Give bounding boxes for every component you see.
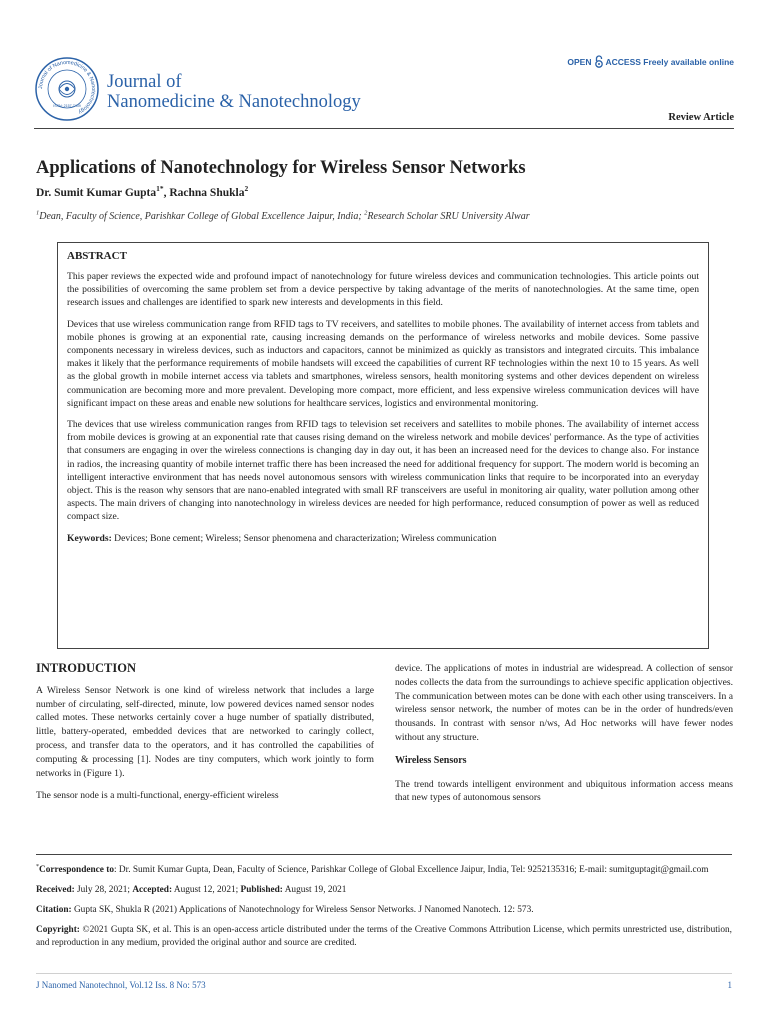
body-paragraph: A Wireless Sensor Network is one kind of wireless network that includes a large number of circulating, self-directed, minute, low powered devices named sensor nodes called motes. These networks certainly cover a huge number of spatially distributed, little, battery-operated, embedded devices that are networked to caringly collect, process, and transfer data to the operators, and it has controlled the capabilities of computing & processing [1]. Nodes are tiny computers, which work jointly to form networks in (Figure 1). bbox=[36, 684, 374, 779]
journal-name-line-1: Journal of bbox=[107, 72, 182, 92]
copyright-label: Copyright: bbox=[36, 925, 80, 935]
author-name: Dr. Sumit Kumar Gupta bbox=[36, 187, 157, 199]
citation-note bbox=[36, 904, 732, 917]
author-name: Rachna Shukla bbox=[169, 187, 245, 199]
journal-seal-logo bbox=[34, 56, 100, 122]
affiliation-text: Dean, Faculty of Science, Parishkar College of Global Excellence Jaipur, India; bbox=[39, 211, 365, 222]
section-heading-introduction: INTRODUCTION bbox=[36, 661, 137, 675]
svg-text:ISSN: 2157-7439: ISSN: 2157-7439 bbox=[53, 104, 81, 108]
open-access-badge bbox=[567, 55, 734, 68]
body-column-right bbox=[395, 662, 733, 814]
body-column-left bbox=[36, 662, 374, 812]
journal-reference: J Nanomed Nanotechnol, Vol.12 Iss. 8 No: 573 bbox=[36, 980, 206, 990]
abstract-paragraph: Devices that use wireless communication range from RFID tags to TV receivers, and satellites to mobile phones. The availability of internet access from tablets and mobile phones is growing at an exponential rate, causing increasing demands on the performance of wireless networks and mobile devices. Some passive components necessary in wireless devices, such as inductors and capacitors, cannot be minimized as quickly as transistors and integrated circuits. This imbalance makes it likely that the performance requirements of mobile handsets will exceed the capabilities of current RF technologies within the next 10 to 15 years. As well as the global growth in mobile internet access via tablets and smartphones, wireless sensors, health monitoring systems and other devices dependent on wireless communication are becoming more and more prevalent. Developing more compact, more efficient, and less expensive wireless communication devices will have significant impact on these areas and enable new solutions for healthcare services, logistics and environmental monitoring. bbox=[67, 318, 699, 409]
affiliation-superscript: 2 bbox=[364, 209, 368, 217]
citation-text: Gupta SK, Shukla R (2021) Applications of Nanotechnology for Wireless Sensor Networks. J Nanomed Nanotech. 12: 573. bbox=[71, 905, 534, 915]
correspondence-marker: * bbox=[36, 863, 40, 870]
open-access-rest-text: ACCESS Freely available online bbox=[605, 56, 734, 67]
subsection-heading-wireless-sensors: Wireless Sensors bbox=[395, 754, 467, 766]
accepted-label: Accepted: bbox=[132, 885, 173, 895]
correspondence-note bbox=[36, 864, 732, 877]
citation-label: Citation: bbox=[36, 905, 72, 915]
keywords-line bbox=[67, 532, 699, 545]
published-label: Published: bbox=[240, 885, 283, 895]
article-title: Applications of Nanotechnology for Wireless Sensor Networks bbox=[36, 158, 526, 178]
open-access-lock-icon bbox=[594, 55, 604, 68]
author-superscript: 2 bbox=[244, 184, 249, 194]
author-list bbox=[36, 184, 249, 199]
copyright-text: ©2021 Gupta SK, et al. This is an open-access article distributed under the terms of the Creative Commons Attribution License, which permits unrestricted use, distribution, and reproduction in any medium, provided the original author and source are credited. bbox=[36, 925, 732, 948]
copyright-note bbox=[36, 924, 732, 950]
header-divider bbox=[34, 128, 734, 129]
footnotes bbox=[36, 864, 732, 957]
journal-name-line-2: Nanomedicine & Nanotechnology bbox=[107, 92, 361, 112]
author-superscript: 1* bbox=[156, 184, 164, 194]
svg-text:Journal of Nanomedicine & Nano: Journal of Nanomedicine & Nanotechnology bbox=[37, 59, 97, 115]
body-paragraph: The sensor node is a multi-functional, energy-efficient wireless bbox=[36, 790, 279, 802]
open-access-open-text: OPEN bbox=[567, 56, 592, 67]
correspondence-label: Correspondence to bbox=[39, 865, 114, 875]
abstract-paragraph: The devices that use wireless communication ranges from RFID tags to television set receivers and satellites to mobile phones. The availability of internet access from mobile devices is growing at an exponential rate that causes rising demand on the wireless network and mobile devices' performance. As the type of activities that consumers are engaging in over the wireless connections is changing day in day out, it has been an increased need for the devices to change also. For instance in radios, the increasing quantity of mobile internet traffic there has been increased the need for additional frequency for support. The modern world is becoming an intelligent interactive environment that has needs novel autonomous sensors with wireless communication links that require to be incorporated into an everyday object. This is the reason why sensors that are nano-enabled integrated with small RF transceivers are useful in monitoring air quality, water pollution among other aspects. The main drivers of changing into nanotechnology in wireless devices are needed for high performance, reduced consumption of power as well as reduced compact size. bbox=[67, 419, 699, 523]
correspondence-text: : Dr. Sumit Kumar Gupta, Dean, Faculty of Science, Parishkar College of Global Excellence Jaipur, India, Tel: 9252135316; E-mail: sumitguptagit@gmail.com bbox=[114, 865, 709, 875]
affiliation-text: Research Scholar SRU University Alwar bbox=[367, 211, 530, 222]
abstract-paragraph: This paper reviews the expected wide and profound impact of nanotechnology for future wireless devices and communication technologies. This article points out the possibilities of overcoming the same problem set from a device perspective by taking advantage of the merits of nanotechnologies. At the same time, open research issues and challenges are identified to spark new interests and developments in this field. bbox=[67, 271, 699, 309]
keywords-label: Keywords: bbox=[67, 532, 112, 544]
body-paragraph: The trend towards intelligent environment and ubiquitous information access means that new types of autonomous sensors bbox=[395, 778, 733, 804]
author-affiliations bbox=[36, 211, 530, 222]
received-date: July 28, 2021; bbox=[74, 885, 133, 895]
keywords-text: Devices; Bone cement; Wireless; Sensor phenomena and characterization; Wireless communication bbox=[111, 532, 497, 544]
article-type-label: Review Article bbox=[668, 112, 734, 123]
dates-note bbox=[36, 884, 732, 897]
body-paragraph: device. The applications of motes in industrial are widespread. A collection of sensor nodes collects the data from the surroundings to achieve specific application objectives. The communication between motes can be done with each other using transceivers. In a wireless sensor network, the number of motes can be in the order of hundreds/even thousands. In contrast with sensor n/ws, Ad Hoc networks will have fewer nodes without any structure. bbox=[395, 663, 733, 743]
abstract-heading: ABSTRACT bbox=[67, 250, 127, 262]
affiliation-superscript: 1 bbox=[36, 209, 40, 217]
author-separator: , bbox=[163, 187, 170, 199]
accepted-date: August 12, 2021; bbox=[172, 885, 241, 895]
journal-name bbox=[107, 72, 361, 112]
page-number: 1 bbox=[727, 980, 732, 990]
journal-header bbox=[34, 50, 734, 130]
footnote-divider bbox=[36, 854, 732, 855]
page-footer-divider bbox=[36, 973, 732, 974]
abstract-box bbox=[57, 242, 709, 649]
published-date: August 19, 2021 bbox=[282, 885, 347, 895]
received-label: Received: bbox=[36, 885, 75, 895]
